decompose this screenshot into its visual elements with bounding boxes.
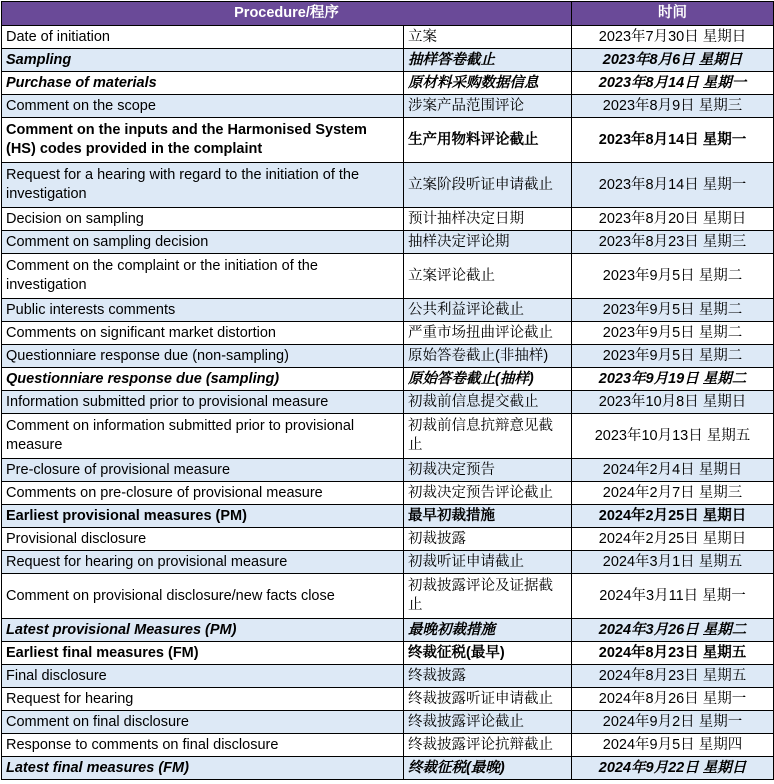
procedure-cn-cell: 预计抽样决定日期	[404, 208, 572, 231]
procedure-cn-cell: 终裁征税(最早)	[404, 642, 572, 665]
procedure-cn-cell: 立案评论截止	[404, 254, 572, 299]
procedure-en-cell: Response to comments on final disclosure	[2, 734, 404, 757]
procedure-en-cell: Public interests comments	[2, 299, 404, 322]
procedure-en-cell: Comment on information submitted prior to provisional measure	[2, 414, 404, 459]
date-cell: 2024年9月5日 星期四	[572, 734, 774, 757]
procedure-cn-cell: 终裁征税(最晚)	[404, 757, 572, 780]
procedure-header: Procedure/程序	[2, 2, 572, 26]
procedure-cn-cell: 初裁听证申请截止	[404, 551, 572, 574]
date-cell: 2024年2月4日 星期日	[572, 459, 774, 482]
procedure-cn-cell: 原材料采购数据信息	[404, 72, 572, 95]
date-cell: 2024年3月11日 星期一	[572, 574, 774, 619]
date-cell: 2023年10月8日 星期日	[572, 391, 774, 414]
procedure-cn-cell: 终裁披露	[404, 665, 572, 688]
procedure-en-cell: Comment on sampling decision	[2, 231, 404, 254]
procedure-cn-cell: 初裁决定预告	[404, 459, 572, 482]
date-cell: 2024年3月26日 星期二	[572, 619, 774, 642]
date-cell: 2023年7月30日 星期日	[572, 26, 774, 49]
date-cell: 2023年10月13日 星期五	[572, 414, 774, 459]
table-row	[2, 345, 774, 368]
date-cell: 2023年9月5日 星期二	[572, 254, 774, 299]
procedure-en-cell: Earliest final measures (FM)	[2, 642, 404, 665]
procedure-en-cell: Latest final measures (FM)	[2, 757, 404, 780]
date-cell: 2023年8月23日 星期三	[572, 231, 774, 254]
date-cell: 2024年9月2日 星期一	[572, 711, 774, 734]
date-header: 时间	[572, 2, 774, 26]
table-row	[2, 72, 774, 95]
procedure-en-cell: Comment on final disclosure	[2, 711, 404, 734]
date-cell: 2023年9月19日 星期二	[572, 368, 774, 391]
procedure-cn-cell: 最晚初裁措施	[404, 619, 572, 642]
table-row	[2, 459, 774, 482]
procedure-en-cell: Comment on provisional disclosure/new facts close	[2, 574, 404, 619]
procedure-en-cell: Pre-closure of provisional measure	[2, 459, 404, 482]
procedure-cn-cell: 立案	[404, 26, 572, 49]
procedure-cn-cell: 生产用物料评论截止	[404, 118, 572, 163]
procedure-cn-cell: 初裁决定预告评论截止	[404, 482, 572, 505]
date-cell: 2024年2月7日 星期三	[572, 482, 774, 505]
table-row	[2, 505, 774, 528]
table-row	[2, 163, 774, 208]
procedure-en-cell: Comments on pre-closure of provisional measure	[2, 482, 404, 505]
procedure-en-cell: Earliest provisional measures (PM)	[2, 505, 404, 528]
header-row	[2, 2, 774, 26]
table-row	[2, 642, 774, 665]
table-row	[2, 551, 774, 574]
procedure-en-cell: Provisional disclosure	[2, 528, 404, 551]
procedure-en-cell: Request for hearing on provisional measure	[2, 551, 404, 574]
procedure-cn-cell: 原始答卷截止(抽样)	[404, 368, 572, 391]
procedure-cn-cell: 终裁披露评论截止	[404, 711, 572, 734]
procedure-cn-cell: 抽样决定评论期	[404, 231, 572, 254]
procedure-en-cell: Comments on significant market distortion	[2, 322, 404, 345]
date-cell: 2023年9月5日 星期二	[572, 345, 774, 368]
date-cell: 2023年8月14日 星期一	[572, 72, 774, 95]
table-row	[2, 619, 774, 642]
date-cell: 2024年2月25日 星期日	[572, 505, 774, 528]
date-cell: 2023年8月6日 星期日	[572, 49, 774, 72]
date-cell: 2024年2月25日 星期日	[572, 528, 774, 551]
procedure-en-cell: Date of initiation	[2, 26, 404, 49]
date-cell: 2023年9月5日 星期二	[572, 299, 774, 322]
procedure-cn-cell: 立案阶段听证申请截止	[404, 163, 572, 208]
date-cell: 2024年3月1日 星期五	[572, 551, 774, 574]
table-row	[2, 665, 774, 688]
date-cell: 2024年8月23日 星期五	[572, 642, 774, 665]
procedure-cn-cell: 抽样答卷截止	[404, 49, 572, 72]
table-row	[2, 49, 774, 72]
procedure-cn-cell: 最早初裁措施	[404, 505, 572, 528]
schedule-body	[2, 26, 774, 780]
procedure-cn-cell: 原始答卷截止(非抽样)	[404, 345, 572, 368]
table-row	[2, 322, 774, 345]
table-row	[2, 254, 774, 299]
date-cell: 2024年9月22日 星期日	[572, 757, 774, 780]
procedure-cn-cell: 涉案产品范围评论	[404, 95, 572, 118]
procedure-en-cell: Purchase of materials	[2, 72, 404, 95]
procedure-cn-cell: 严重市场扭曲评论截止	[404, 322, 572, 345]
procedure-en-cell: Request for hearing	[2, 688, 404, 711]
date-cell: 2023年8月14日 星期一	[572, 163, 774, 208]
procedure-cn-cell: 终裁披露评论抗辩截止	[404, 734, 572, 757]
procedure-en-cell: Information submitted prior to provisional measure	[2, 391, 404, 414]
date-cell: 2023年8月9日 星期三	[572, 95, 774, 118]
procedure-cn-cell: 初裁前信息提交截止	[404, 391, 572, 414]
procedure-cn-cell: 初裁披露评论及证据截止	[404, 574, 572, 619]
table-row	[2, 528, 774, 551]
procedure-en-cell: Questionniare response due (sampling)	[2, 368, 404, 391]
table-row	[2, 208, 774, 231]
date-cell: 2023年8月14日 星期一	[572, 118, 774, 163]
procedure-en-cell: Latest provisional Measures (PM)	[2, 619, 404, 642]
procedure-en-cell: Decision on sampling	[2, 208, 404, 231]
procedure-cn-cell: 初裁披露	[404, 528, 572, 551]
table-row	[2, 482, 774, 505]
procedure-en-cell: Comment on the complaint or the initiation of the investigation	[2, 254, 404, 299]
procedure-cn-cell: 公共利益评论截止	[404, 299, 572, 322]
date-cell: 2023年9月5日 星期二	[572, 322, 774, 345]
table-row	[2, 688, 774, 711]
table-row	[2, 574, 774, 619]
procedure-cn-cell: 初裁前信息抗辩意见截止	[404, 414, 572, 459]
date-cell: 2024年8月26日 星期一	[572, 688, 774, 711]
table-row	[2, 118, 774, 163]
schedule-table	[1, 1, 774, 780]
table-row	[2, 95, 774, 118]
table-row	[2, 711, 774, 734]
procedure-cn-cell: 终裁披露听证申请截止	[404, 688, 572, 711]
table-row	[2, 414, 774, 459]
date-cell: 2023年8月20日 星期日	[572, 208, 774, 231]
table-row	[2, 391, 774, 414]
procedure-en-cell: Sampling	[2, 49, 404, 72]
procedure-en-cell: Comment on the inputs and the Harmonised System (HS) codes provided in the complaint	[2, 118, 404, 163]
table-row	[2, 299, 774, 322]
table-row	[2, 734, 774, 757]
procedure-en-cell: Questionniare response due (non-sampling)	[2, 345, 404, 368]
procedure-en-cell: Request for a hearing with regard to the initiation of the investigation	[2, 163, 404, 208]
table-row	[2, 231, 774, 254]
table-row	[2, 368, 774, 391]
procedure-en-cell: Final disclosure	[2, 665, 404, 688]
procedure-en-cell: Comment on the scope	[2, 95, 404, 118]
table-row	[2, 757, 774, 780]
table-row	[2, 26, 774, 49]
date-cell: 2024年8月23日 星期五	[572, 665, 774, 688]
